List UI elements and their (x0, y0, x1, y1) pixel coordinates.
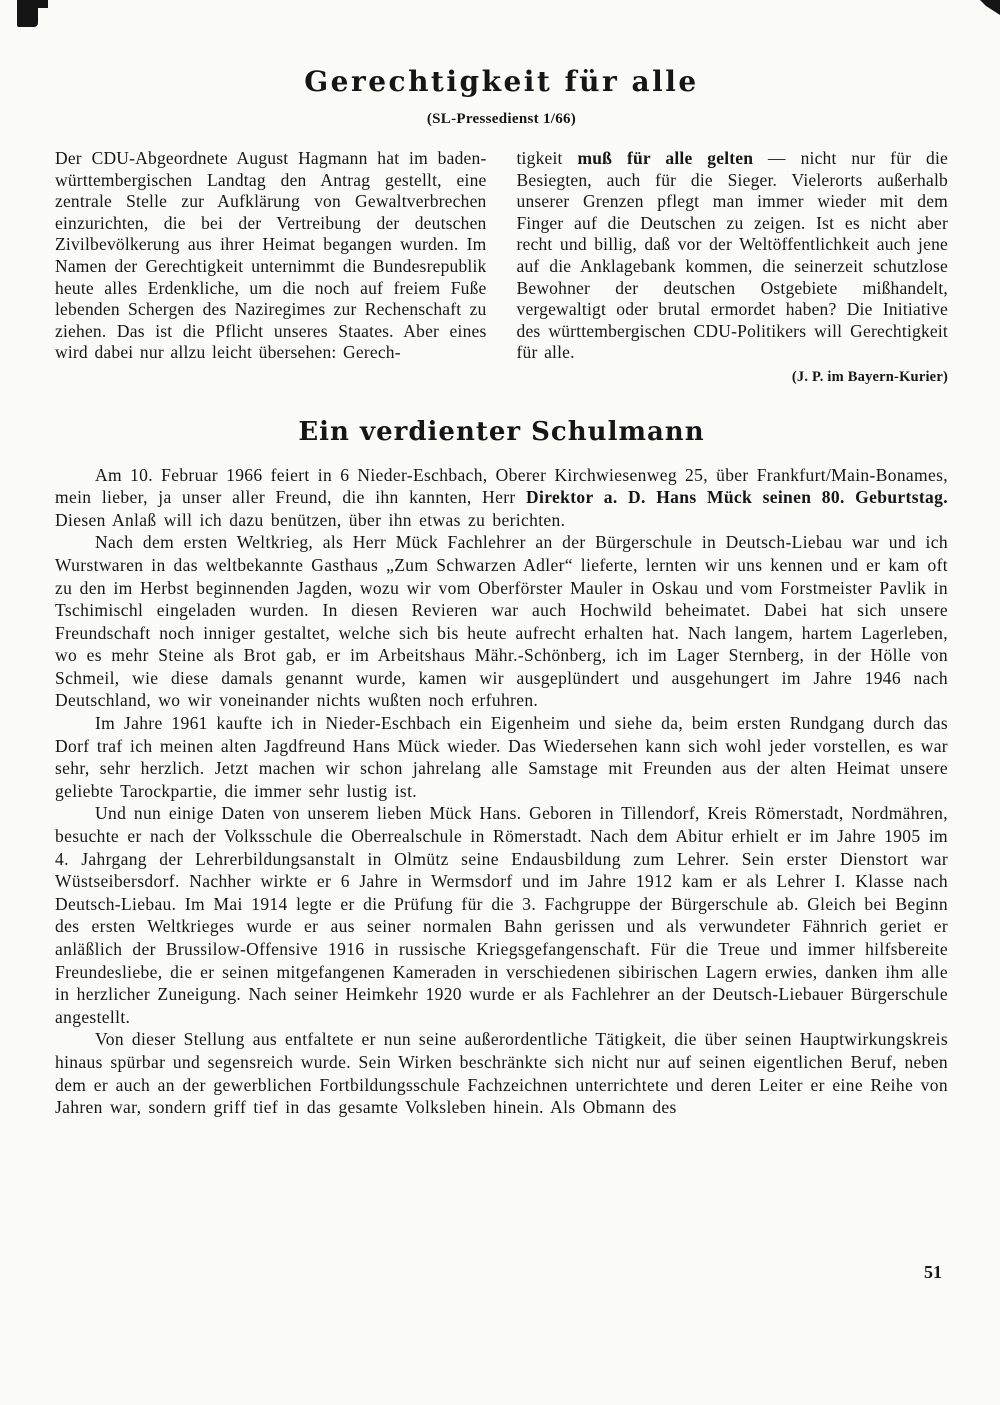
text-run: tigkeit (516, 148, 578, 168)
page-number: 51 (924, 1262, 942, 1282)
article1-right-column (517, 148, 949, 389)
text-run-bold: muß für alle gelten (577, 148, 754, 168)
text-run: — nicht nur für die Besiegten, auch für die Sieger. Vielerorts außerhalb unserer Grenzen pflegt man immer wieder mit dem Finger auf die Deutschen zu zeigen. Ist es nicht aber recht und billig, daß vor der Weltöffentlichkeit auch jene auf die Anklagebank kommen, die seinerzeit schutzlose Bewohner der deutschen Ostgebiete mißhandelt, vergewaltigt oder brutal ermordet haben? Die Initiative des württembergischen CDU-Politikers will Gerechtigkeit für alle. (516, 148, 949, 363)
article2-paragraph-1 (55, 464, 948, 532)
article1-subtitle: (SL-Pressedienst 1/66) (426, 111, 577, 127)
article2-paragraph-2: Nach dem ersten Weltkrieg, als Herr Mück Fachlehrer an der Bürgerschule in Deutsch-Liebau war und ich Wurstwaren in das weltbekannte Gasthaus „Zum Schwarzen Adler“ lieferte, lernten wir uns kennen und er kam oft zu den im Herbst beginnenden Jagden, wozu wir vom Oberförster Mauler in Oskau und vom Forstmeister Pavlik in Tschimischl eingeladen wurden. In diesen Revieren war auch Hochwild beheimatet. Dabei hat sich unsere Freundschaft noch inniger gestaltet, welche sich bis heute aufrecht erhalten hat. Nach langem, hartem Lagerleben, wo es mehr Steine als Brot gab, er im Arbeitshaus Mähr.-Schönberg, ich im Lager Sternberg, in der Hölle von Schmeil, wie diese damals genannt wurde, kamen wir ausgeplündert und ausgehungert im Jahre 1946 nach Deutschland, wo wir voneinander nichts wußten noch erfuhren. (55, 532, 948, 711)
article2-paragraph-3: Im Jahre 1961 kaufte ich in Nieder-Eschbach ein Eigenheim und siehe da, beim ersten Rundgang durch das Dorf traf ich meinen alten Jagdfreund Hans Mück wieder. Das Wiedersehen kann sich wohl jeder vorstellen, es war sehr, sehr herzlich. Jetzt machen wir schon jahrelang alle Samstage mit Freunden aus der alten Heimat unsere geliebte Tarockpartie, die immer sehr lustig ist. (55, 713, 948, 801)
text-run: Diesen Anlaß will ich dazu benützen, über ihn etwas zu berichten. (55, 509, 566, 530)
article1-byline: (J. P. im Bayern-Kurier) (791, 368, 948, 385)
article1-body (55, 148, 948, 389)
article2-title: Ein verdienter Schulmann (298, 416, 705, 447)
scan-artifact-top-left (17, 0, 38, 27)
article1-right-paragraph (517, 148, 949, 364)
article2-paragraph-5: Von dieser Stellung aus entfaltete er nun seine außerordentliche Tätigkeit, die über seinen Hauptwirkungskreis hinaus spürbar und segensreich wurde. Sein Wirken beschränkte sich nicht nur auf seinen eigentlichen Beruf, neben dem er auch an der gewerblichen Fortbildungsschule Fachzeichnen unterrichtete und deren Leiter er eine Reihe von Jahren war, sondern griff tief in das gesamte Volksleben hinein. Als Obmann des (55, 1029, 948, 1118)
text-run-bold: Direktor a. D. Hans Mück seinen 80. Geburtstag. (526, 487, 948, 508)
article2-body (55, 464, 948, 1119)
scan-artifact-top-right (980, 0, 1000, 15)
scan-artifact-top-left-2 (38, 0, 48, 8)
article1-left-paragraph: Der CDU-Abgeordnete August Hagmann hat im baden-württembergischen Landtag den Antrag gestellt, eine zentrale Stelle zur Aufklärung von Gewaltverbrechen einzurichten, die bei der Vertreibung der deutschen Zivilbevölkerung aus ihrer Heimat begangen wurden. Im Namen der Gerechtigkeit unternimmt die Bundesrepublik heute alles Erdenkliche, um die noch auf freiem Fuße lebenden Schergen des Naziregimes zur Rechenschaft zu ziehen. Das ist die Pflicht unseres Staates. Aber eines wird dabei nur allzu leicht übersehen: Gerech- (55, 148, 487, 363)
article2-paragraph-4: Und nun einige Daten von unserem lieben Mück Hans. Geboren in Tillendorf, Kreis Römerstadt, Nordmähren, besuchte er nach der Volksschule die Oberrealschule in Römerstadt. Nach dem Abitur erhielt er im Jahre 1905 im 4. Jahrgang der Lehrerbildungsanstalt in Olmütz seine Endausbildung zum Lehrer. Sein erster Dienstort war Wüstseibersdorf. Nachher wirkte er 6 Jahre in Wermsdorf und im Jahre 1912 kam er als Lehrer I. Klasse nach Deutsch-Liebau. Im Mai 1914 legte er die Prüfung für die 3. Fachgruppe der Bürgerschule ab. Gleich bei Beginn des ersten Weltkrieges wurde er aus seiner normalen Bahn gerissen und als verwundeter Fähnrich geriet er anläßlich der Brussilow-Offensive 1916 in russische Kriegsgefangenschaft. Für die Treue und immer hilfsbereite Freundesliebe, die er seinen mitgefangenen Kameraden in verschiedenen sibirischen Lagern erwies, danken ihm alle in herzlicher Zuneigung. Nach seiner Heimkehr 1920 wurde er als Fachlehrer an der Deutsch-Liebauer Bürgerschule angestellt. (55, 803, 948, 1027)
article1-header (55, 66, 948, 128)
article1-left-column (55, 148, 487, 389)
text-run: Am 10. Februar 1966 feiert in 6 Nieder-Eschbach, Oberer Kirchwiesenweg 25, über Frankfurt/Main-Bonames, mein lieber, ja unser aller Freund, die ihn kannten, Herr (55, 464, 948, 508)
article1-title: Gerechtigkeit für alle (304, 65, 699, 98)
